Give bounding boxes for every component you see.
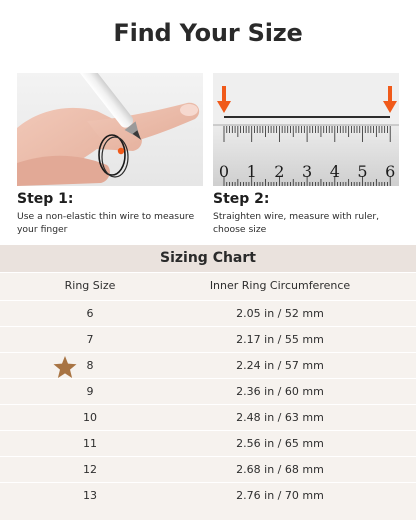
ruler-illustration <box>213 73 399 186</box>
ruler-number: 4 <box>329 162 340 181</box>
circumference-cell: 2.17 in / 55 mm <box>236 333 324 346</box>
step-1-text: Use a non-elastic thin wire to measure your finger <box>17 211 195 235</box>
circumference-cell: 2.56 in / 65 mm <box>236 437 324 450</box>
step-1-title: Step 1: <box>17 191 74 207</box>
ring-size-cell: 8 <box>86 359 94 372</box>
ring-size-cell: 7 <box>86 333 94 346</box>
ruler-number: 2 <box>274 162 285 181</box>
ring-size-cell: 12 <box>83 463 97 476</box>
table-row <box>0 482 416 508</box>
page-title: Find Your Size <box>113 19 303 47</box>
table-row <box>0 300 416 326</box>
step-2-text: Straighten wire, measure with ruler, choose size <box>213 211 380 235</box>
table-header <box>0 272 416 298</box>
table-row <box>0 378 416 404</box>
ring-size-cell: 9 <box>86 385 94 398</box>
ring-size-cell: 10 <box>83 411 97 424</box>
circumference-cell: 2.24 in / 57 mm <box>236 359 324 372</box>
ruler-number: 1 <box>246 162 257 181</box>
step-2-title: Step 2: <box>213 191 270 207</box>
sizing-chart <box>0 245 416 520</box>
finger-wire-photo <box>17 73 203 186</box>
table-row <box>0 456 416 482</box>
circumference-cell: 2.05 in / 52 mm <box>236 307 324 320</box>
circumference-cell: 2.36 in / 60 mm <box>236 385 324 398</box>
ring-size-cell: 13 <box>83 489 97 502</box>
header-ring-size: Ring Size <box>64 279 116 292</box>
ring-size-cell: 11 <box>83 437 97 450</box>
circumference-cell: 2.48 in / 63 mm <box>236 411 324 424</box>
ruler-number: 3 <box>302 162 313 181</box>
ring-size-cell: 6 <box>86 307 94 320</box>
table-row <box>0 352 416 378</box>
table-row <box>0 326 416 352</box>
chart-title: Sizing Chart <box>0 245 416 272</box>
circumference-cell: 2.68 in / 68 mm <box>236 463 324 476</box>
table-row <box>0 430 416 456</box>
header-circumference: Inner Ring Circumference <box>209 279 351 292</box>
circumference-cell: 2.76 in / 70 mm <box>236 489 324 502</box>
ruler-number: 5 <box>357 162 368 181</box>
table-row <box>0 404 416 430</box>
ruler-number: 0 <box>218 162 230 181</box>
ruler-number: 6 <box>385 162 396 181</box>
ruler-photo <box>213 73 399 186</box>
finger-wire-illustration <box>17 73 203 186</box>
